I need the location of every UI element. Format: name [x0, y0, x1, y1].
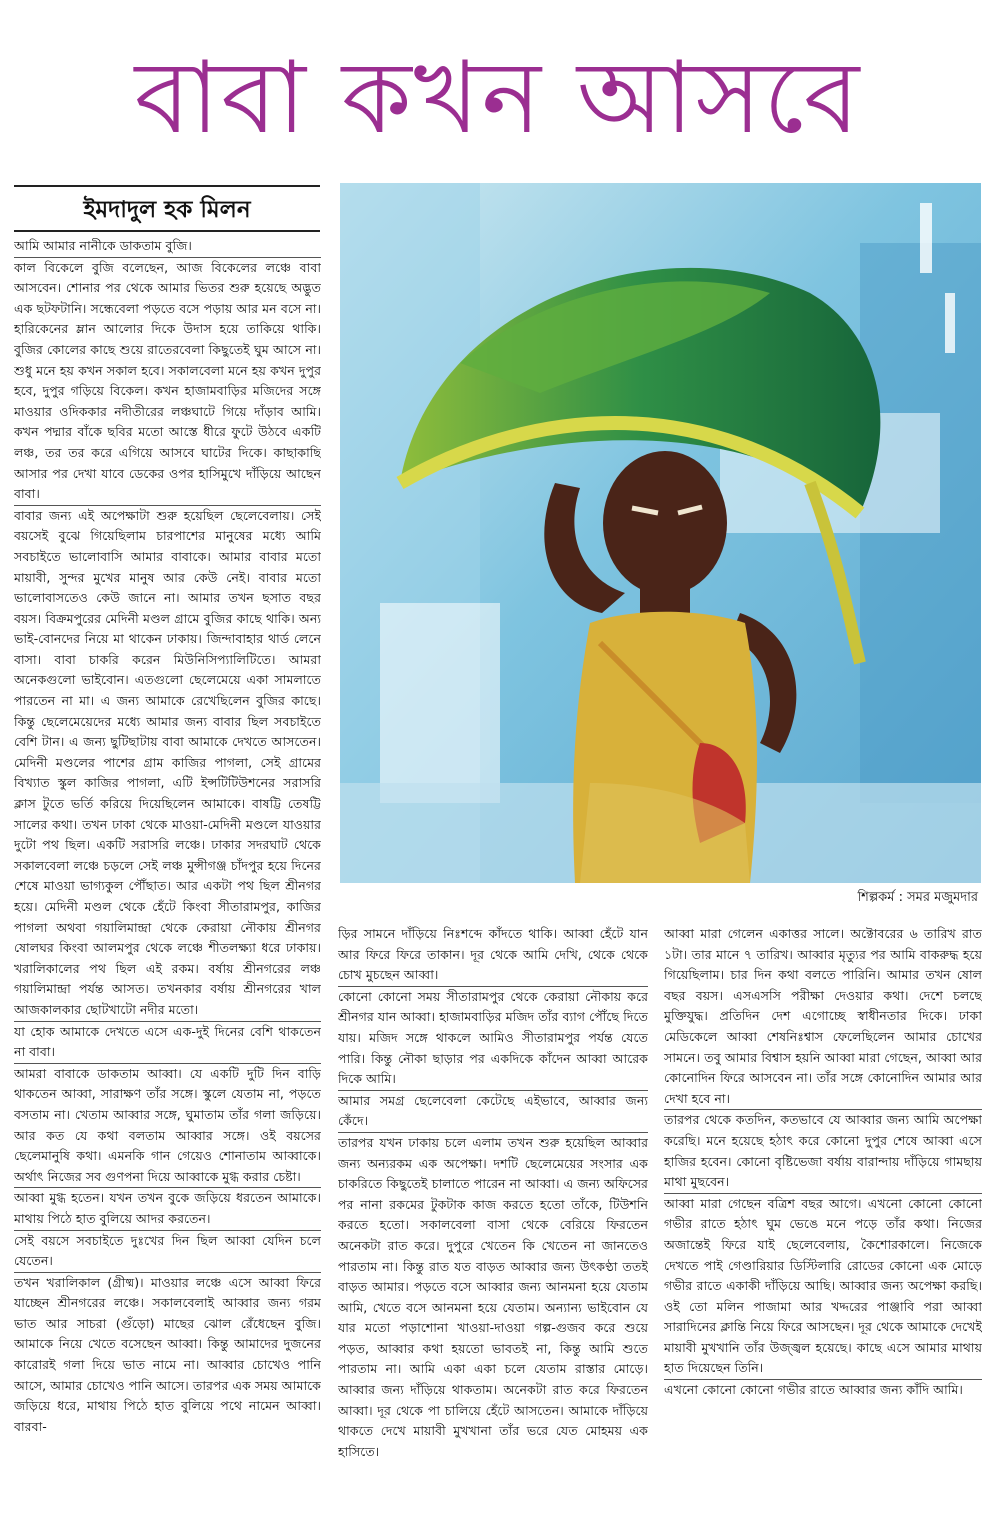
painting-image — [340, 183, 981, 883]
paragraph: সেই বয়সে সবচাইতে দুঃখের দিন ছিল আব্বা যেদিন চলে যেতেন। — [14, 1230, 321, 1272]
paragraph: কাল বিকেলে বুজি বলেছেন, আজ বিকেলের লঞ্চে বাবা আসবেন। শোনার পর থেকে আমার ভিতর শুরু হয়েছে অদ্ভুত এক ছটফটানি। সন্ধেবেলা পড়তে বসে পড়ায় আর মন বসে না। হারিকেনের ম্লান আলোর দিকে উদাস হয়ে তাকিয়ে থাকি। বুজির কোলের কাছে শুয়ে রাতেরবেলা কিছুতেই ঘুম আসে না। শুধু মনে হয় কখন সকাল হবে। সকালবেলা মনে হয় কখন দুপুর হবে, দুপুর গড়িয়ে বিকেল। কখন হাজামবাড়ির মজিদের সঙ্গে মাওয়ার ওদিককার নদীতীরের লঞ্চঘাটে গিয়ে দাঁড়াব আমি। কখন পদ্মার বাঁকে ছবির মতো আস্তে ধীরে ফুটে উঠবে একটি লঞ্চ, তর তর করে এগিয়ে আসবে ঘাটের দিকে। কাছাকাছি আসার পর দেখা যাবে ডেকের ওপর হাসিমুখে দাঁড়িয়ে আছেন বাবা। — [14, 257, 321, 505]
article-title: বাবা কখন আসবে — [134, 39, 862, 156]
paragraph: ড়ির সামনে দাঁড়িয়ে নিঃশব্দে কাঁদতে থাকি। আব্বা হেঁটে যান আর ফিরে ফিরে তাকান। দূর থেকে আমি দেখি, থেকে থেকে চোখ মুচছেন আব্বা। — [338, 926, 648, 983]
paragraph: আব্বা মুগ্ধ হতেন। যখন তখন বুকে জড়িয়ে ধরতেন আমাকে। মাথায় পিঠে হাত বুলিয়ে আদর করতেন। — [14, 1187, 321, 1229]
paragraph: কোনো কোনো সময় সীতারামপুর থেকে কেরায়া নৌকায় করে শ্রীনগর যান আব্বা। হাজামবাড়ির মজিদ তাঁর ব্যাগ পৌঁছে দিতে যায়। মজিদ সঙ্গে থাকলে আমিও সীতারামপুর পর্যন্ত যেতে পারি। কিন্তু নৌকা ছাড়ার পর একদিকে কাঁদেন আব্বা আরেক দিকে আমি। — [338, 986, 648, 1090]
author-byline: ইমদাদুল হক মিলন — [83, 197, 251, 223]
paragraph: তারপর থেকে কতদিন, কতভাবে যে আব্বার জন্য আমি অপেক্ষা করেছি। মনে হয়েছে হঠাৎ করে কোনো দুপুর শেষে আব্বা এসে হাজির হবেন। কোনো বৃষ্টিভেজা বর্ষায় বারান্দায় দাঁড়িয়ে গামছায় মাথা মুছবেন। — [664, 1109, 982, 1192]
paragraph: যা হোক আমাকে দেখতে এসে এক-দুই দিনের বেশি থাকতেন না বাবা। — [14, 1021, 321, 1063]
paragraph: আব্বা মারা গেছেন বত্রিশ বছর আগে। এখনো কোনো কোনো গভীর রাতে হঠাৎ ঘুম ভেঙে মনে পড়ে তাঁর কথা। নিজের অজান্তেই ফিরে যাই ছেলেবেলায়, কৈশোরকালে। নিজেকে দেখতে পাই গেণ্ডারিয়ার ডিস্টিলারি রোডের কোনো এক মোড়ে গভীর রাতে একাকী দাঁড়িয়ে আছি। আব্বার জন্য অপেক্ষা করছি। ওই তো মলিন পাজামা আর খদ্দরের পাঞ্জাবি পরা আব্বা সারাদিনের ক্লান্তি নিয়ে ফিরে আসছেন। দূর থেকে আমাকে দেখেই মায়াবী মুখখানি তাঁর উজ্জ্বল হয়েছে। কাছে এসে আমার মাথায় হাত দিয়েছেন তিনি। — [664, 1193, 982, 1379]
paragraph: তখন খরালিকাল (গ্রীষ্ম)। মাওয়ার লঞ্চে এসে আব্বা ফিরে যাচ্ছেন শ্রীনগরের লঞ্চে। সকালবেলাই আব্বার জন্য গরম ভাত আর সাচরা (গুঁড়ো) মাছের ঝোল রেঁধেছেন বুজি। আমাকে নিয়ে খেতে বসেছেন আব্বা। কিন্তু আমাদের দুজনের কারোরই গলা দিয়ে ভাত নামে না। আব্বার চোখেও পানি আসে, আমার চোখেও পানি আসে। তারপর এক সময় আমাকে জড়িয়ে ধরে, মাথায় পিঠে হাত বুলিয়ে পথে নামেন আব্বা। বারবা- — [14, 1272, 321, 1438]
text-column-1 — [14, 236, 321, 1530]
paragraph: তারপর যখন ঢাকায় চলে এলাম তখন শুরু হয়েছিল আব্বার জন্য অন্যরকম এক অপেক্ষা। দশটি ছেলেমেয়ের সংসার এক চাকরিতে কিছুতেই চালাতে পারেন না আব্বা। এ জন্য অফিসের পর নানা রকমের টুকটাক কাজ করতে হতো তাঁকে, টিউশনি করতে হতো। সকালবেলা বাসা থেকে বেরিয়ে ফিরতেন অনেকটা রাত করে। দুপুরে খেতেন কি খেতেন না জানতেও পারতাম না। কিন্তু রাত যত বাড়ত আব্বার জন্য উৎকণ্ঠা ততই বাড়ত আমার। পড়তে বসে আব্বার জন্য আনমনা হয়ে যেতাম আমি, খেতে বসে আনমনা হয়ে যেতাম। অন্যান্য ভাইবোন যে যার মতো পড়াশোনা খাওয়া-দাওয়া গল্প-গুজব করে শুয়ে পড়ত, আব্বার কথা হয়তো ভাবতই না, কিন্তু আমি শুতে পারতাম না। আমি একা একা চলে যেতাম রাস্তার মোড়ে। আব্বার জন্য দাঁড়িয়ে থাকতাম। অনেকটা রাত করে ফিরতেন আব্বা। দূর থেকে পা চালিয়ে হেঁটে আসতেন। আমাকে দাঁড়িয়ে থাকতে দেখে মায়াবী মুখখানা তাঁর ভরে যেত মোহময় এক হাসিতে। — [338, 1132, 648, 1463]
painting-caption: শিল্পকর্ম : সমর মজুমদার — [857, 890, 978, 905]
paragraph: এখনো কোনো কোনো গভীর রাতে আব্বার জন্য কাঁদি আমি। — [664, 1379, 982, 1401]
paragraph: আব্বা মারা গেলেন একাত্তর সালে। অক্টোবরের ৬ তারিখ রাত ১টা। তার মানে ৭ তারিখ। আব্বার মৃত্যুর পর আমি বাকরুদ্ধ হয়ে গিয়েছিলাম। চার দিন কথা বলতে পারিনি। আমার তখন ষোল বছর বয়স। এসএসসি পরীক্ষা দেওয়ার কথা। দেশে চলছে মুক্তিযুদ্ধ। প্রতিদিন দেশ এগোচ্ছে স্বাধীনতার দিকে। ঢাকা মেডিকেলে আব্বা শেষনিঃশ্বাস ফেলেছিলেন আমার চোখের সামনে। তবু আমার বিশ্বাস হয়নি আব্বা মারা গেছেন, আব্বা আর কোনোদিন ফিরে আসবেন না। তাঁর সঙ্গে কোনোদিন আমার আর দেখা হবে না। — [664, 926, 982, 1106]
text-column-2 — [338, 924, 648, 1530]
paragraph: আমি আমার নানীকে ডাকতাম বুজি। — [14, 238, 192, 253]
paragraph: বাবার জন্য এই অপেক্ষাটা শুরু হয়েছিল ছেলেবেলায়। সেই বয়সেই বুঝে গিয়েছিলাম চারপাশের মানুষের মধ্যে আমি সবচাইতে ভালোবাসি আমার বাবাকে। আমার বাবার মতো মায়াবী, সুন্দর মুখের মানুষ আর কেউ নেই। বাবার মতো ভালোবাসতেও কেউ জানে না। আমার তখন ছসাত বছর বয়স। বিক্রমপুরের মেদিনী মণ্ডল গ্রামে বুজির কাছে থাকি। অন্য ভাই-বোনদের নিয়ে মা থাকেন ঢাকায়। জিন্দাবাহার থার্ড লেনে বাসা। বাবা চাকরি করেন মিউনিসিপ্যালিটিতে। আমরা অনেকগুলো ভাইবোন। এতগুলো ছেলেমেয়ে একা সামলাতে পারতেন না মা। এ জন্য আমাকে রেখেছিলেন বুজির কাছে। কিন্তু ছেলেমেয়েদের মধ্যে আমার জন্য বাবার ছিল সবচাইতে বেশি টান। এ জন্য ছুটিছাটায় বাবা আমাকে দেখতে আসতেন। মেদিনী মণ্ডলের পাশের গ্রাম কাজির পাগলা, সেই গ্রামের বিখ্যাত স্কুল কাজির পাগলা, এটি ইন্সটিটিউশনের সরাসরি ক্লাস টুতে ভর্তি করিয়ে দিয়েছিলেন আমাকে। বাষট্টি তেষট্টি সালের কথা। তখন ঢাকা থেকে মাওয়া-মেদিনী মণ্ডলে যাওয়ার দুটো পথ ছিল। একটি সরাসরি লঞ্চে। ঢাকার সদরঘাট থেকে সকালবেলা লঞ্চে চড়লে সেই লঞ্চ মুন্সীগঞ্জ চাঁদপুর হয়ে দিনের শেষে মাওয়া ভাগ্যকুল পৌঁছাত। আর একটা পথ ছিল শ্রীনগর হয়ে। মেদিনী মণ্ডল থেকে হেঁটে কিংবা সীতারামপুর, কাজির পাগলা অথবা গয়ালিমান্দ্রা থেকে কেরায়া নৌকায় শ্রীনগর ষোলঘর কিংবা আলমপুর থেকে লঞ্চে শীতলক্ষ্যা ধরে ঢাকায়। খরালিকালের পথ ছিল এই রকম। বর্ষায় শ্রীনগরের লঞ্চ গয়ালিমান্দ্রা পর্যন্ত আসত। তখনকার বর্ষায় শ্রীনগরের খাল আজকালকার ছোটখাটো নদীর মতো। — [14, 505, 321, 1021]
paragraph: আমরা বাবাকে ডাকতাম আব্বা। যে একটি দুটি দিন বাড়ি থাকতেন আব্বা, সারাক্ষণ তাঁর সঙ্গে। স্কুলে যেতাম না, পড়তে বসতাম না। খেতাম আব্বার সঙ্গে, ঘুমাতাম তাঁর গলা জড়িয়ে। আর কত যে কথা বলতাম আব্বার সঙ্গে। ওই বয়সের ছেলেমানুষি কথা। এমনকি গান গেয়েও শোনাতাম আব্বাকে। অর্থাৎ নিজের সব গুণপনা দিয়ে আব্বাকে মুগ্ধ করার চেষ্টা। — [14, 1063, 321, 1188]
paragraph: আমার সমগ্র ছেলেবেলা কেটেছে এইভাবে, আব্বার জন্য কেঁদে। — [338, 1090, 648, 1132]
byline-rule-bottom — [14, 230, 320, 232]
byline-rule-top — [14, 185, 320, 187]
text-column-3 — [664, 924, 982, 1530]
